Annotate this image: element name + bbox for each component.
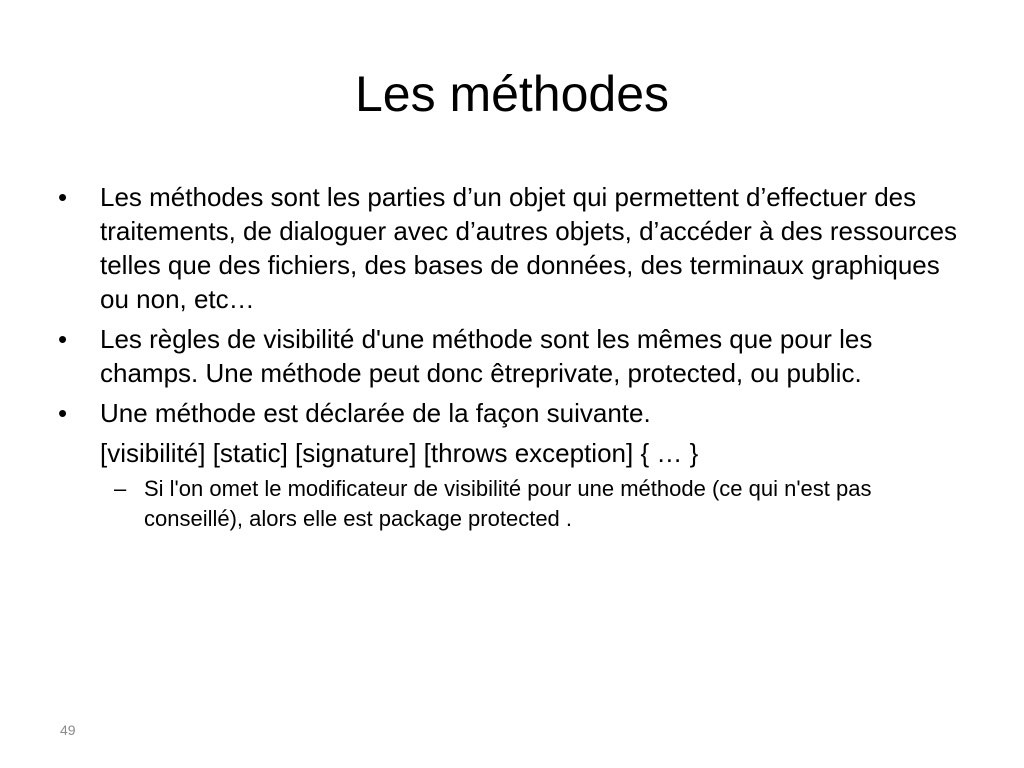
bullet-marker: •: [58, 398, 68, 428]
bullet-item: [58, 180, 958, 316]
sub-bullet-text: Si l'on omet le modificateur de visibilité pour une méthode (ce qui n'est pas conseillé), alors elle est package protected .: [144, 476, 872, 531]
bullet-marker: •: [58, 324, 68, 354]
bullet-item: [58, 322, 958, 390]
slide-content: [58, 180, 958, 534]
bullet-text: Une méthode est déclarée de la façon suivante.: [100, 398, 651, 428]
bullet-text: Les méthodes sont les parties d’un objet qui permettent d’effectuer des traitements, de dialoguer avec d’autres objets, d’accéder à des ressources telles que des fichiers, des bases de données, des terminaux graphiques ou non, etc…: [100, 182, 958, 314]
bullet-marker: •: [58, 182, 68, 212]
sub-bullet-item: [58, 474, 944, 534]
page-number: 49: [60, 722, 76, 738]
slide-title: Les méthodes: [354, 66, 670, 122]
bullet-item: [58, 396, 958, 430]
method-syntax-line: [visibilité] [static] [signature] [throws exception] { … }: [100, 438, 699, 468]
bullet-text: Les règles de visibilité d'une méthode sont les mêmes que pour les champs. Une méthode peut donc êtreprivate, protected, ou public.: [100, 324, 873, 388]
sub-bullet-marker: –: [114, 476, 127, 501]
